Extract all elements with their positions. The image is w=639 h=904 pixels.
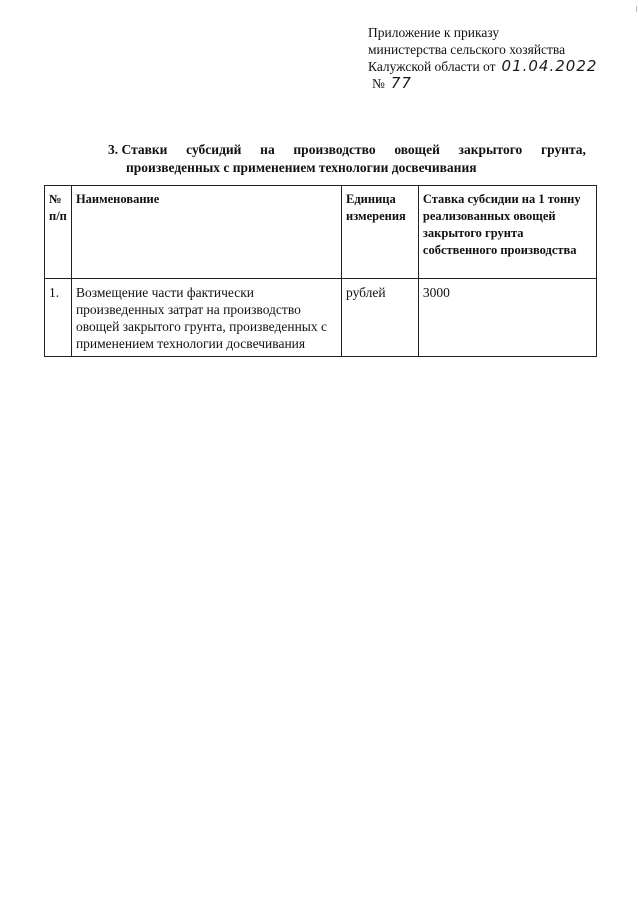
- section-title-line-1: [108, 141, 586, 159]
- cell-name: Возмещение части фактически произведенных затрат на производство овощей закрытого грунта, произведенных с применением технологии досвечивания: [71, 279, 341, 357]
- title-word: овощей: [394, 142, 440, 157]
- appendix-line-1: Приложение к приказу: [368, 25, 500, 40]
- order-number-line: [368, 75, 597, 92]
- title-word: грунта,: [541, 142, 586, 157]
- title-word: на: [260, 142, 275, 157]
- header-unit: Единица измерения: [342, 186, 419, 279]
- table-row: [45, 279, 597, 357]
- appendix-line-2: министерства сельского хозяйства: [368, 42, 566, 57]
- header-rate: Ставка субсидии на 1 тонну реализованных овощей закрытого грунта собственного производства: [418, 186, 596, 279]
- table-header-row: [45, 186, 597, 279]
- title-word: производство: [293, 142, 376, 157]
- title-word: 3. Ставки: [108, 142, 168, 157]
- header-name: Наименование: [71, 186, 341, 279]
- cell-rate: 3000: [418, 279, 596, 357]
- appendix-line-3: [368, 58, 597, 75]
- scan-artifact: [636, 6, 637, 12]
- cell-num: 1.: [45, 279, 72, 357]
- subsidy-rates-table: [44, 185, 597, 357]
- section-title: [108, 141, 586, 177]
- handwritten-order-number: 77: [390, 74, 412, 92]
- cell-unit: рублей: [342, 279, 419, 357]
- title-word: закрытого: [458, 142, 523, 157]
- appendix-header: [368, 24, 597, 92]
- number-sign: №: [372, 76, 385, 91]
- header-num: № п/п: [45, 186, 72, 279]
- appendix-line-3-text: Калужской области от: [368, 59, 496, 74]
- section-title-line-2: произведенных с применением технологии досвечивания: [126, 160, 477, 175]
- handwritten-date: 01.04.2022: [501, 57, 598, 75]
- title-word: субсидий: [186, 142, 242, 157]
